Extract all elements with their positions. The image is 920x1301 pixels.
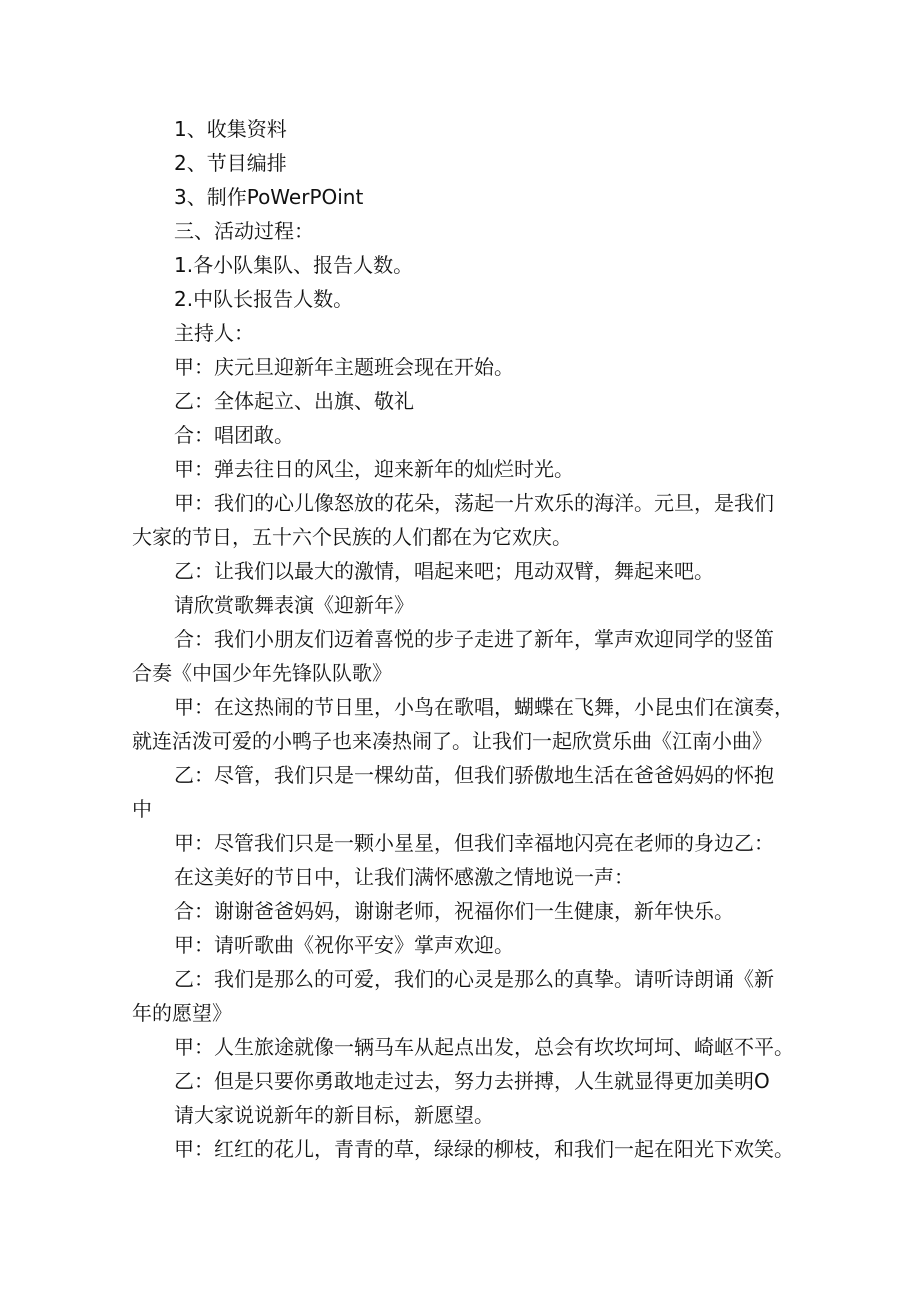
text-line: 乙：让我们以最大的激情，唱起来吧；甩动双臂，舞起来吧。: [174, 559, 714, 583]
text-line: 年的愿望》: [132, 1001, 232, 1025]
text-line: 中: [132, 797, 152, 821]
text-line: 合：我们小朋友们迈着喜悦的步子走进了新年，掌声欢迎同学的竖笛: [174, 627, 774, 651]
text-line: 合：唱团敢。: [174, 423, 294, 447]
text-line: 甲：尽管我们只是一颗小星星，但我们幸福地闪亮在老师的身边乙：: [174, 831, 774, 855]
text-line: 乙：全体起立、出旗、敬礼: [174, 389, 414, 413]
text-line: 1、收集资料: [174, 117, 287, 141]
text-line: 请欣赏歌舞表演《迎新年》: [174, 593, 414, 617]
text-line: 2.中队长报告人数。: [174, 287, 354, 311]
document-body: [132, 112, 800, 1166]
text-line: 1.各小队集队、报告人数。: [174, 253, 414, 277]
text-line: 大家的节日，五十六个民族的人们都在为它欢庆。: [132, 525, 572, 549]
text-line: 在这美好的节日中，让我们满怀感激之情地说一声：: [174, 865, 634, 889]
text-line: 2、节目编排: [174, 151, 287, 175]
text-line: 甲：红红的花儿，青青的草，绿绿的柳枝，和我们一起在阳光下欢笑。: [174, 1137, 794, 1161]
text-line: 三、活动过程：: [174, 219, 314, 243]
text-line: 3、制作PoWerPOint: [174, 185, 364, 209]
text-line: 乙：尽管，我们只是一棵幼苗，但我们骄傲地生活在爸爸妈妈的怀抱: [174, 763, 774, 787]
text-line: 甲：我们的心儿像怒放的花朵，荡起一片欢乐的海洋。元旦，是我们: [174, 491, 774, 515]
text-line: 合奏《中国少年先锋队队歌》: [132, 661, 392, 685]
text-line: 甲：弹去往日的风尘，迎来新年的灿烂时光。: [174, 457, 574, 481]
text-line: 甲：庆元旦迎新年主题班会现在开始。: [174, 355, 514, 379]
text-line: 甲：在这热闹的节日里，小鸟在歌唱，蝴蝶在飞舞，小昆虫们在演奏，: [174, 695, 794, 719]
text-line: 甲：请听歌曲《祝你平安》掌声欢迎。: [174, 933, 514, 957]
text-line: 主持人：: [174, 321, 254, 345]
text-line: 甲：人生旅途就像一辆马车从起点出发，总会有坎坎坷坷、崎岖不平。: [174, 1035, 794, 1059]
text-line: 就连活泼可爱的小鸭子也来凑热闹了。让我们一起欣赏乐曲《江南小曲》: [132, 729, 772, 753]
text-line: 请大家说说新年的新目标，新愿望。: [174, 1103, 494, 1127]
text-line: 乙：我们是那么的可爱，我们的心灵是那么的真挚。请听诗朗诵《新: [174, 967, 774, 991]
text-line: 乙：但是只要你勇敢地走过去，努力去拼搏，人生就显得更加美明O: [174, 1069, 770, 1093]
text-line: 合：谢谢爸爸妈妈，谢谢老师，祝福你们一生健康，新年快乐。: [174, 899, 734, 923]
